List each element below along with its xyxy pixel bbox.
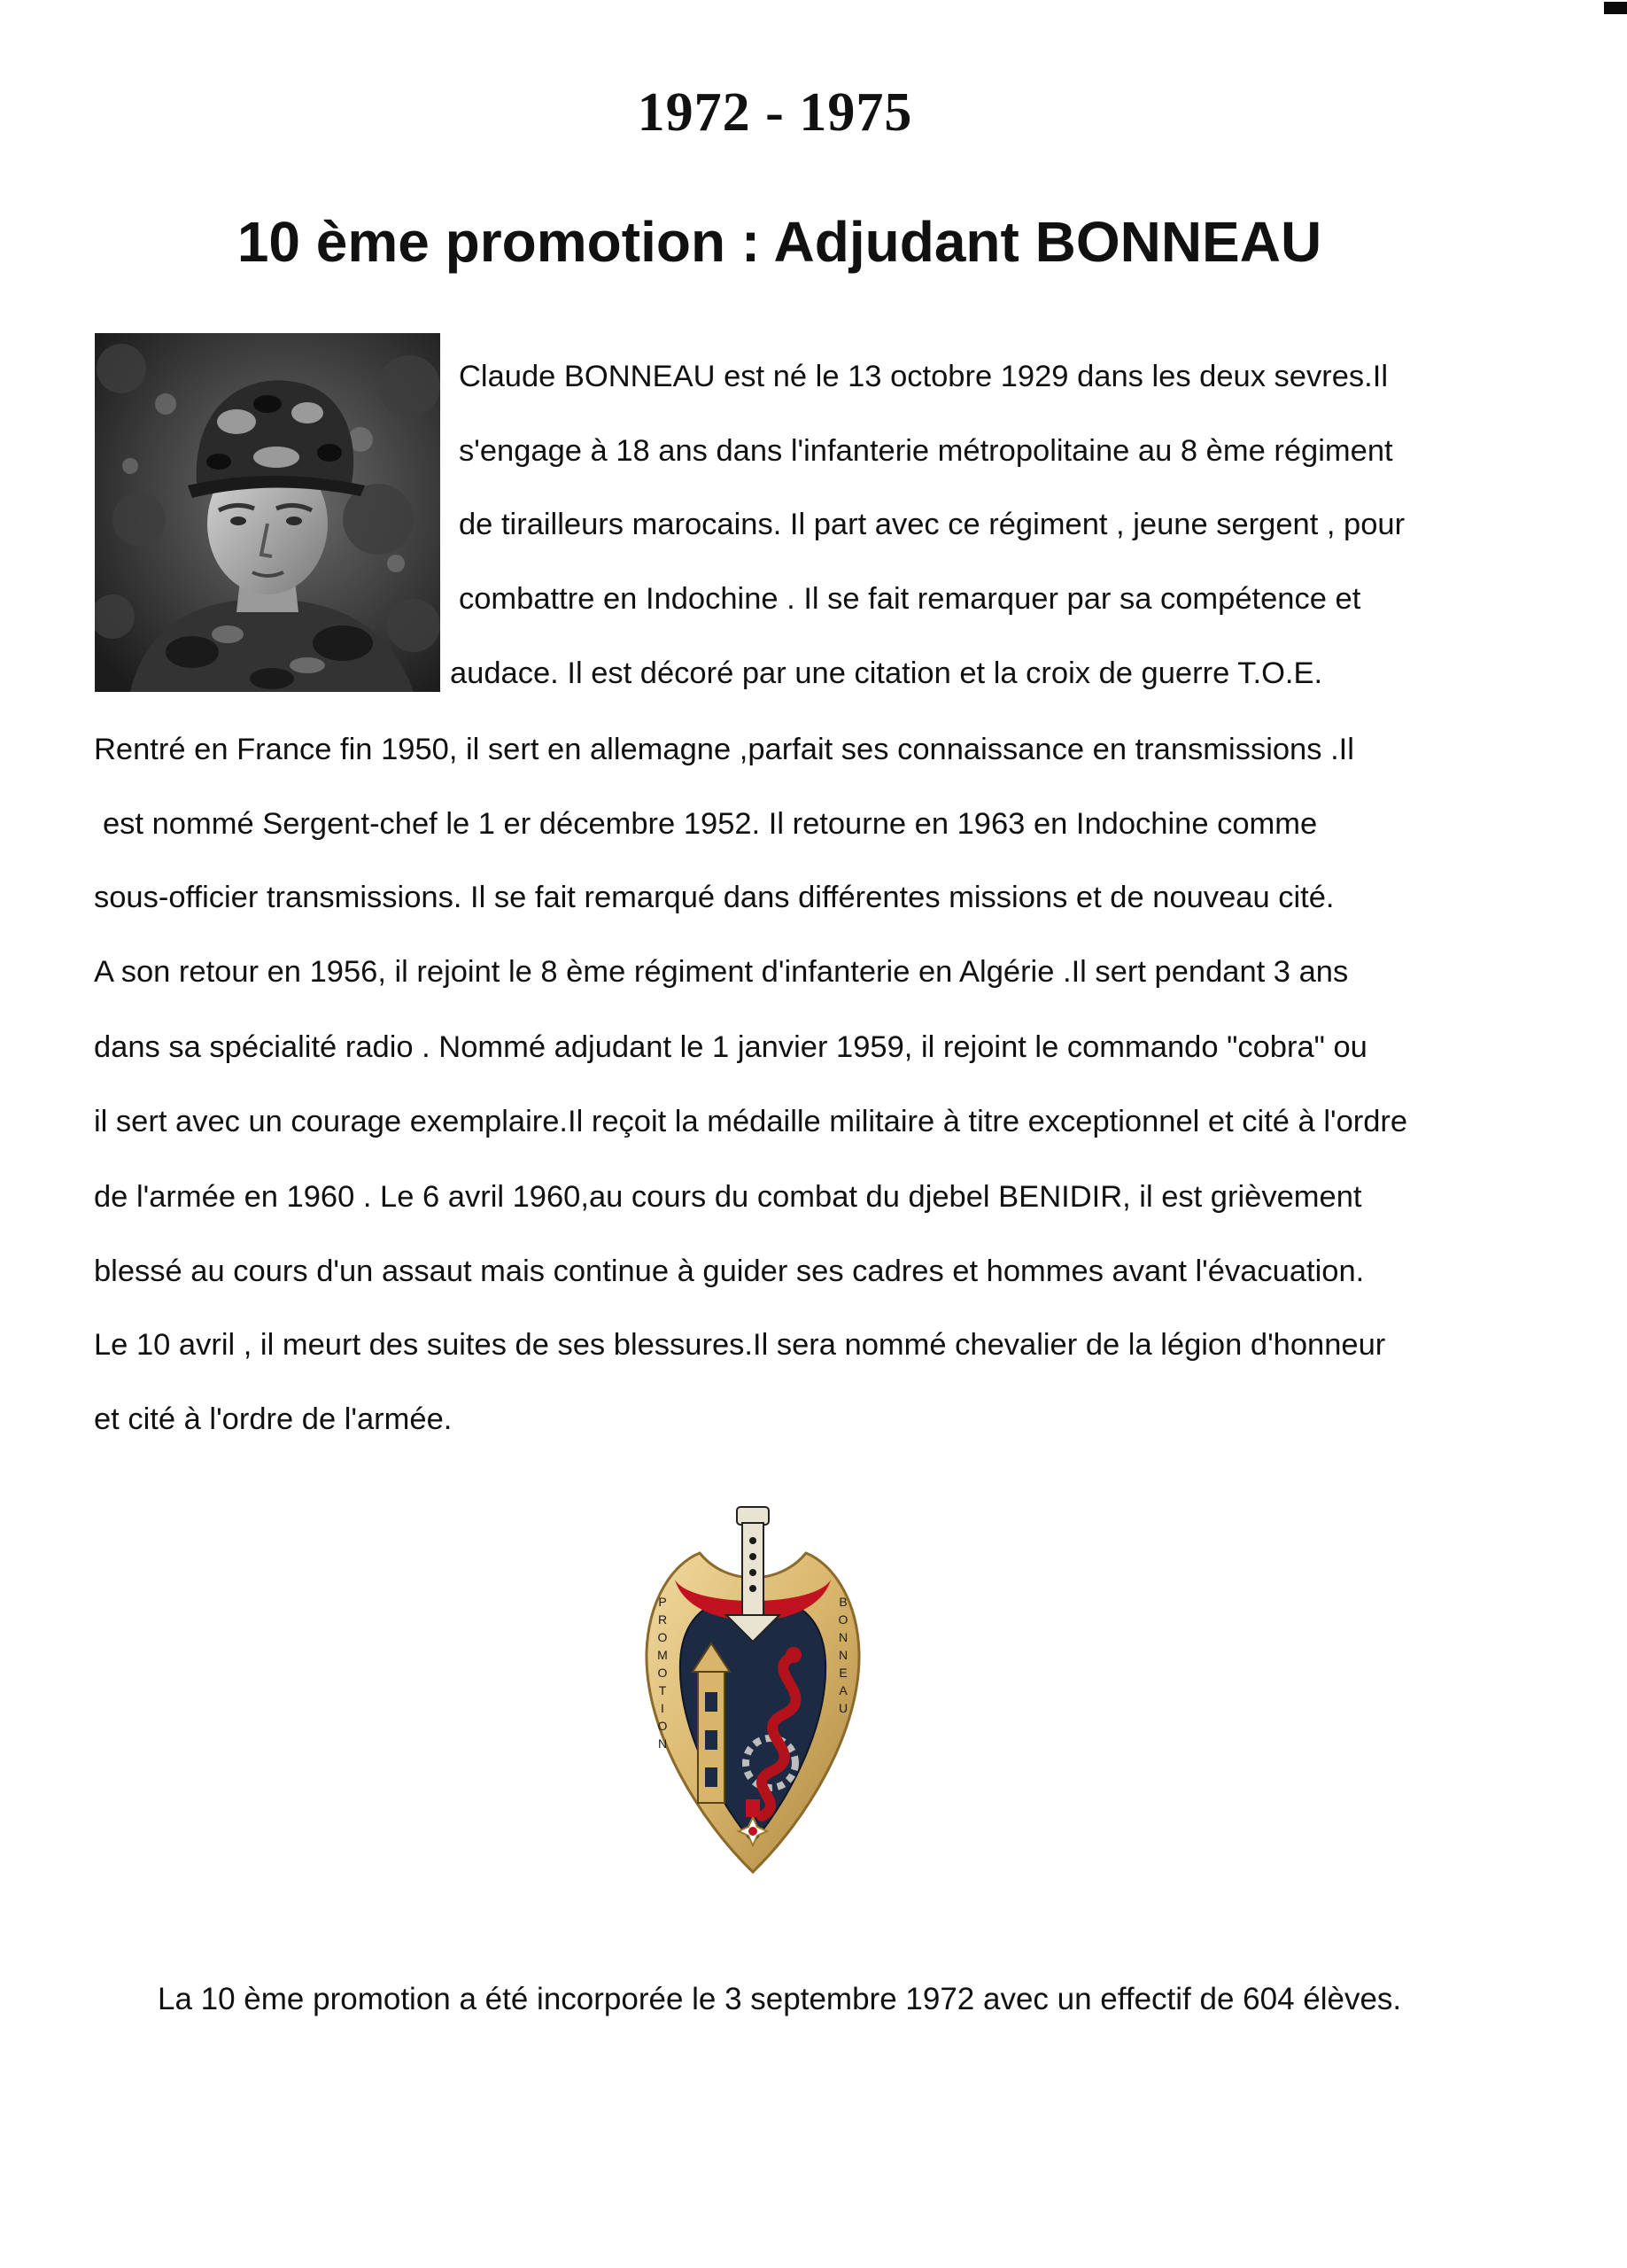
bio-line: s'engage à 18 ans dans l'infanterie métropolitaine au 8 ème régiment bbox=[459, 434, 1393, 468]
insignia-left-text: P R O M O T I O N bbox=[657, 1595, 668, 1751]
bio-line: sous-officier transmissions. Il se fait remarqué dans différentes missions et de nouveau cité. bbox=[94, 881, 1335, 914]
bio-line: est nommé Sergent-chef le 1 er décembre 1952. Il retourne en 1963 en Indochine comme bbox=[103, 807, 1318, 841]
portrait-photo bbox=[95, 333, 440, 692]
bio-line: de l'armée en 1960 . Le 6 avril 1960,au cours du combat du djebel BENIDIR, il est grièvement bbox=[94, 1180, 1362, 1214]
bio-line: dans sa spécialité radio . Nommé adjudant le 1 janvier 1959, il rejoint le commando "cobra" ou bbox=[94, 1030, 1367, 1064]
bio-line: blessé au cours d'un assaut mais continue à guider ses cadres et hommes avant l'évacuation. bbox=[94, 1254, 1365, 1288]
scan-corner-mark bbox=[1604, 2, 1627, 14]
bio-line: Le 10 avril , il meurt des suites de ses blessures.Il sera nommé chevalier de la légion d'honneur bbox=[94, 1328, 1386, 1362]
insignia-badge-graphic bbox=[638, 1502, 868, 1883]
insignia-right-text: B O N N E A U bbox=[838, 1595, 848, 1715]
bio-line: Rentré en France fin 1950, il sert en allemagne ,parfait ses connaissance en transmissions .Il bbox=[94, 733, 1354, 766]
bio-line: il sert avec un courage exemplaire.Il reçoit la médaille militaire à titre exceptionnel et cité à l'ordre bbox=[94, 1105, 1408, 1138]
years-heading: 1972 - 1975 bbox=[637, 82, 913, 143]
bio-line: audace. Il est décoré par une citation et la croix de guerre T.O.E. bbox=[450, 656, 1323, 690]
bio-line: A son retour en 1956, il rejoint le 8 ème régiment d'infanterie en Algérie .Il sert pendant 3 ans bbox=[94, 955, 1349, 989]
bio-line: combattre en Indochine . Il se fait remarquer par sa compétence et bbox=[459, 582, 1361, 616]
bio-line: Claude BONNEAU est né le 13 octobre 1929 dans les deux sevres.Il bbox=[459, 360, 1388, 393]
footer-note: La 10 ème promotion a été incorporée le 3 septembre 1972 avec un effectif de 604 élèves. bbox=[158, 1982, 1402, 2016]
bio-line: de tirailleurs marocains. Il part avec ce régiment , jeune sergent , pour bbox=[459, 508, 1406, 541]
bio-line: et cité à l'ordre de l'armée. bbox=[94, 1402, 453, 1436]
page-title: 10 ème promotion : Adjudant BONNEAU bbox=[236, 210, 1322, 274]
promotion-insignia bbox=[638, 1502, 868, 1883]
portrait-illustration bbox=[95, 333, 440, 692]
